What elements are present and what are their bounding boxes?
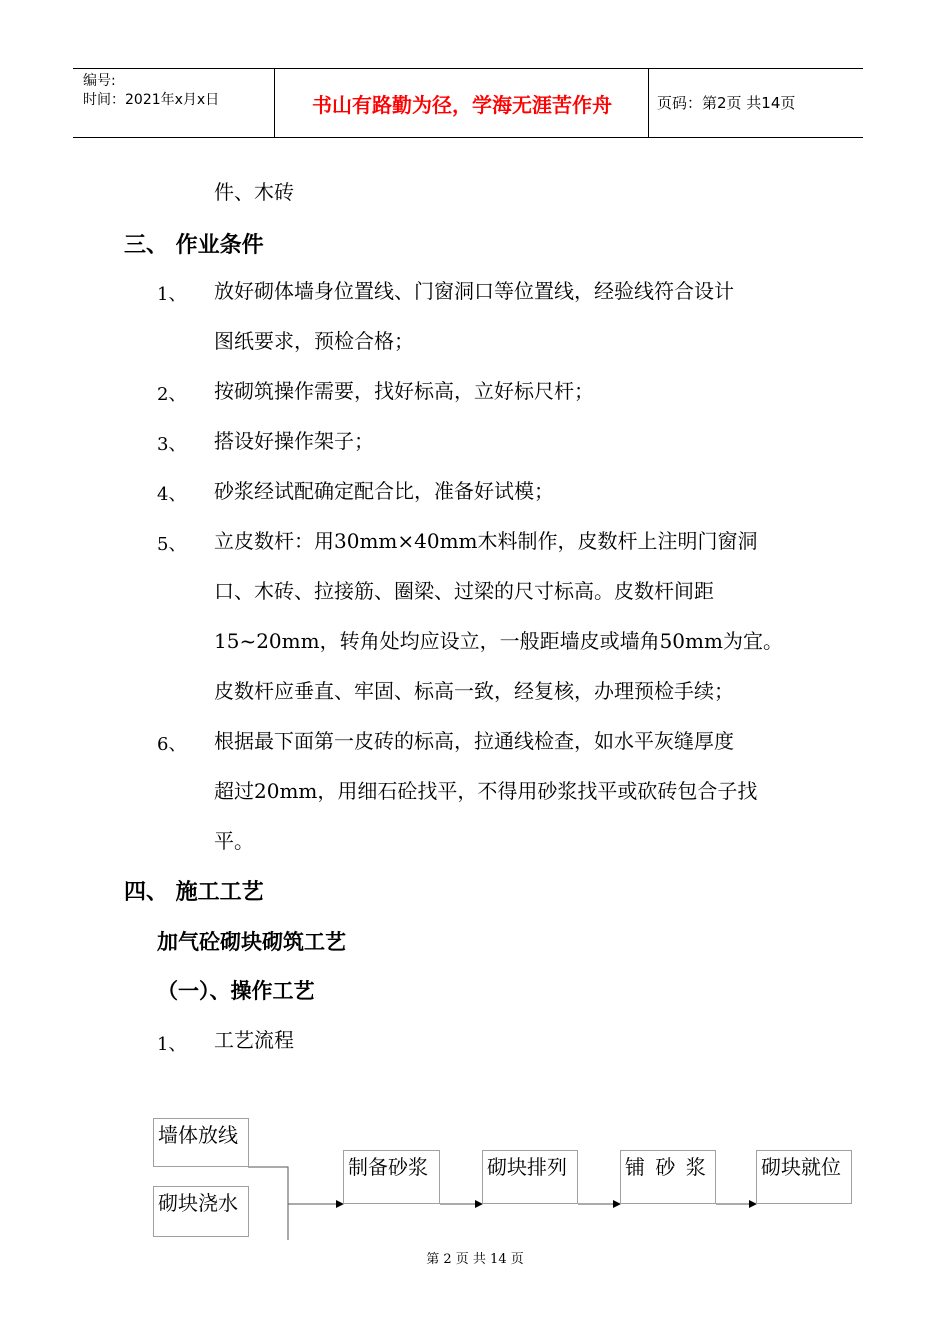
page-footer: 第 2 页 共 14 页 bbox=[426, 1252, 524, 1267]
item-5-line-4: 皮数杆应垂直、牢固、标高一致，经复核，办理预检手续； bbox=[214, 679, 734, 703]
flow-box-wall-layout: 墙体放线 bbox=[153, 1118, 249, 1167]
item-5-line-3: 15~20mm，转角处均应设立，一般距墙皮或墙角50mm为宜。 bbox=[214, 629, 783, 653]
page-header bbox=[73, 68, 863, 138]
item-6-line-2: 超过20mm，用细石砼找平，不得用砂浆找平或砍砖包合子找 bbox=[214, 779, 758, 803]
item-5-line-1: 立皮数杆：用30mm×40mm木料制作，皮数杆上注明门窗洞 bbox=[214, 529, 758, 553]
item-2-line-1: 按砌筑操作需要，找好标高，立好标尺杆； bbox=[214, 379, 594, 403]
item-4-line-1: 砂浆经试配确定配合比，准备好试模； bbox=[214, 479, 554, 503]
flow-box-lay-mortar: 铺 砂 浆 bbox=[620, 1150, 716, 1204]
flow-box-block-arrangement: 砌块排列 bbox=[482, 1150, 578, 1204]
item-1-line-2: 图纸要求，预检合格； bbox=[214, 329, 414, 353]
item-6-number: 6、 bbox=[157, 734, 187, 755]
header-motto: 书山有路勤为径，学海无涯苦作舟 bbox=[312, 92, 612, 117]
header-meta bbox=[83, 72, 219, 110]
item-5-line-2: 口、木砖、拉接筋、圈梁、过梁的尺寸标高。皮数杆间距 bbox=[214, 579, 714, 603]
time-label: 时间：2021年x月x日 bbox=[83, 92, 220, 108]
item-1-line-1: 放好砌体墙身位置线、门窗洞口等位置线，经验线符合设计 bbox=[214, 279, 734, 303]
item-1-number: 1、 bbox=[157, 284, 187, 305]
item-4-number: 4、 bbox=[157, 484, 187, 505]
section-3-title: 三、 作业条件 bbox=[124, 233, 264, 258]
continuation-text: 件、木砖 bbox=[214, 180, 294, 204]
header-page-info: 页码：第2页 共14页 bbox=[657, 94, 796, 112]
number-label: 编号: bbox=[83, 73, 116, 89]
item-3-line-1: 搭设好操作架子； bbox=[214, 429, 374, 453]
flow-box-prepare-mortar: 制备砂浆 bbox=[343, 1150, 440, 1204]
section-4-title: 四、 施工工艺 bbox=[124, 880, 264, 905]
subtitle-masonry-process: 加气砼砌块砌筑工艺 bbox=[157, 930, 346, 954]
item-3-number: 3、 bbox=[157, 434, 187, 455]
flow-box-block-placement: 砌块就位 bbox=[756, 1150, 852, 1204]
flow-item-number: 1、 bbox=[157, 1034, 187, 1055]
item-6-line-3: 平。 bbox=[214, 829, 254, 853]
item-5-number: 5、 bbox=[157, 534, 187, 555]
item-2-number: 2、 bbox=[157, 384, 187, 405]
flow-item-text: 工艺流程 bbox=[214, 1028, 294, 1052]
item-6-line-1: 根据最下面第一皮砖的标高，拉通线检查，如水平灰缝厚度 bbox=[214, 729, 734, 753]
flow-box-block-watering: 砌块浇水 bbox=[153, 1186, 249, 1237]
subtitle-operation-process: （一）、操作工艺 bbox=[157, 979, 315, 1003]
